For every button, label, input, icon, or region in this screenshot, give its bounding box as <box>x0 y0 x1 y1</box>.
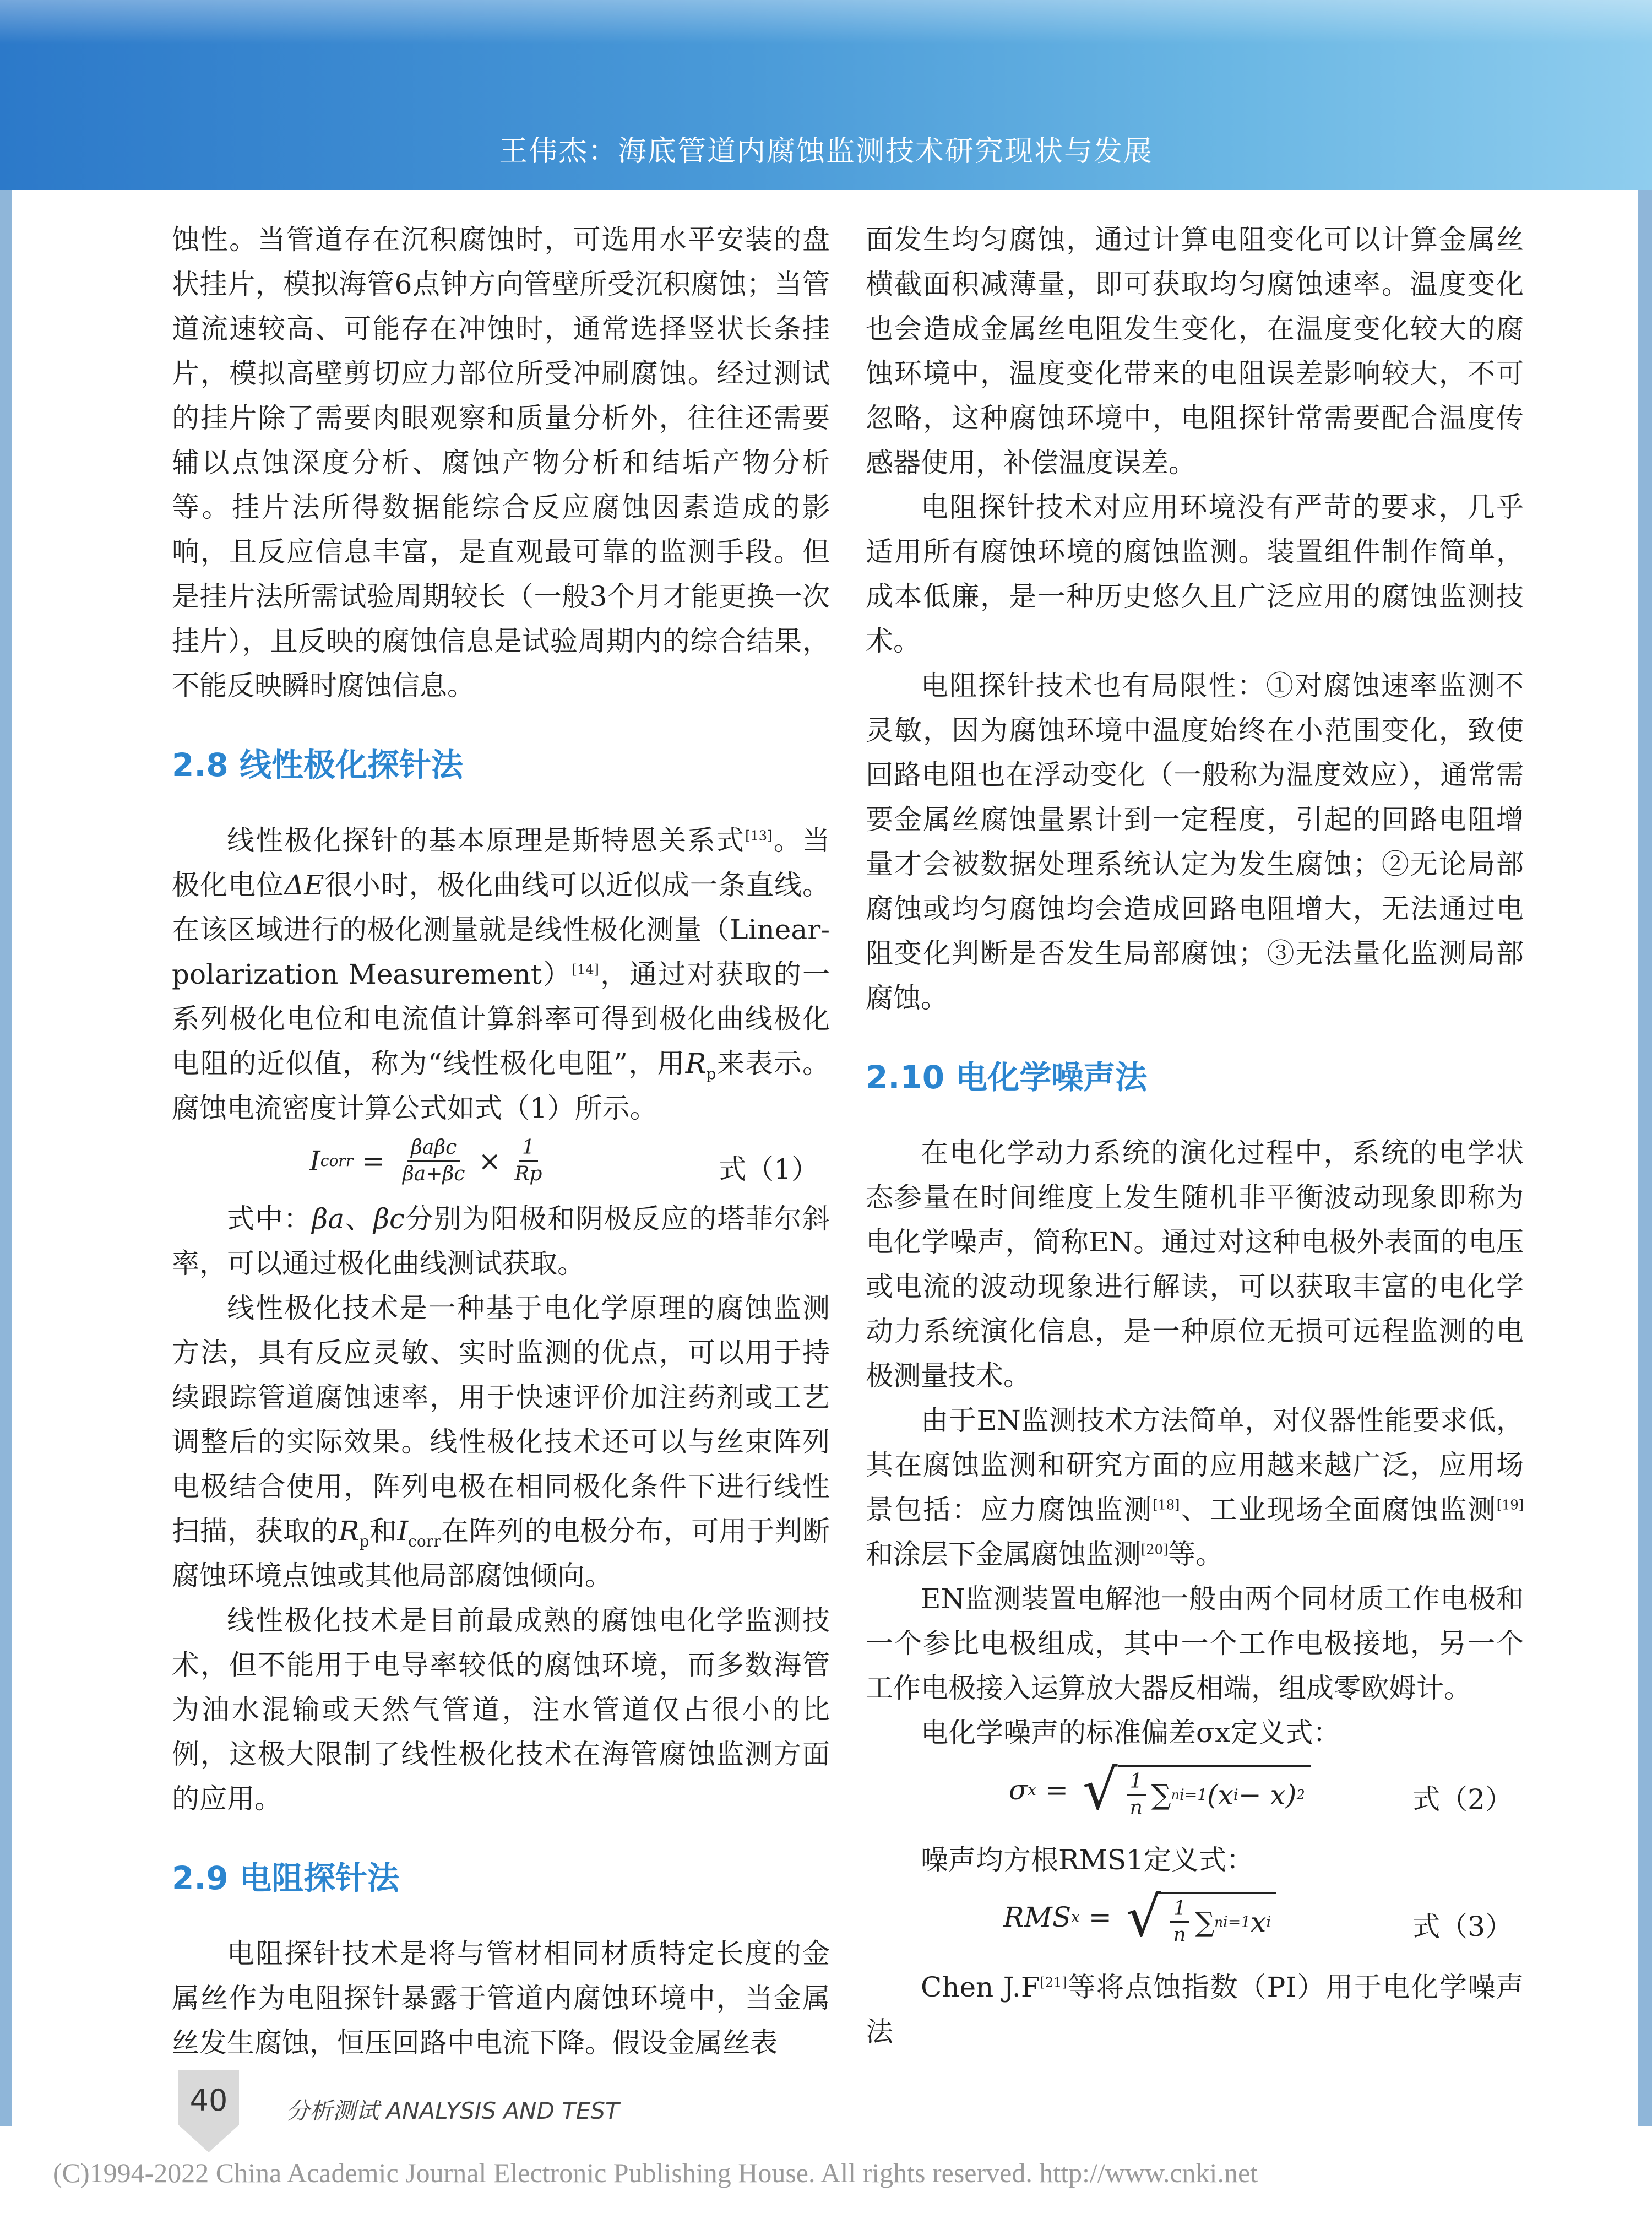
running-title: 王伟杰：海底管道内腐蚀监测技术研究现状与发展 <box>498 135 1153 168</box>
equation-3: RMS x = √ $\frac{1}{n}$ ∑ n i=1 x i 式（3） <box>1003 1885 1513 1949</box>
paragraph-en-2: 由于EN监测技术方法简单，对仪器性能要求低，其在腐蚀监测和研究方面的应用越来越广泛，应用场景包括：应力腐蚀监测[18]、工业现场全面腐蚀监测[19]和涂层下金属腐蚀监测[20]等。 <box>866 1404 1524 1570</box>
equation-1: I corr = $\frac{\text{βaβc}}{\beta a+\beta c}$ × $\frac{1}{Rp}$ 式（1） <box>172 1131 830 1197</box>
paragraph-er-continued: 面发生均匀腐蚀，通过计算电阻变化可以计算金属丝横截面积减薄量，即可获取均匀腐蚀速率。温度变化也会造成金属丝电阻发生变化，在温度变化较大的腐蚀环境中，温度变化带来的电阻误差影响较大，不可忽略，这种腐蚀环境中，电阻探针常需要配合温度传感器使用，补偿温度误差。 <box>866 224 1524 479</box>
equation-3-label: 式（3） <box>1412 1911 1513 1943</box>
equation-2: σ x = √ $\frac{1}{n}$ ∑ n i=1 (x i − x) 2 式（2） <box>1009 1757 1513 1822</box>
section-heading-2-9: 2.9 电阻探针法 <box>172 1859 399 1897</box>
header-highlight <box>0 0 1652 44</box>
section-heading-2-8: 2.8 线性极化探针法 <box>172 746 463 784</box>
citation-18[interactable]: [18] <box>1153 1497 1180 1513</box>
equation-2-label: 式（2） <box>1412 1783 1513 1815</box>
equation-1-label: 式（1） <box>719 1153 819 1185</box>
paragraph-en-5: 噪声均方根RMS1定义式： <box>921 1844 1254 1876</box>
section-heading-2-10: 2.10 电化学噪声法 <box>866 1059 1148 1096</box>
paragraph-lpr-2: 线性极化技术是一种基于电化学原理的腐蚀监测方法，具有反应灵敏、实时监测的优点，可以用于持续跟踪管道腐蚀速率，用于快速评价加注药剂或工艺调整后的实际效果。线性极化技术还可以与丝束阵列电极结合使用，阵列电极在相同极化条件下进行线性扫描，获取的$R_p$和$I_{corr}$在阵列的电极分布，可用于判断腐蚀环境点蚀或其他局部腐蚀倾向。 <box>172 1292 830 1592</box>
page-number: 40 <box>189 2083 228 2118</box>
paragraph-er-3: 电阻探针技术也有局限性：①对腐蚀速率监测不灵敏，因为腐蚀环境中温度始终在小范围变化，致使回路电阻也在浮动变化（一般称为温度效应），通常需要金属丝腐蚀量累计到一定程度，引起的回路电阻增量才会被数据处理系统认定为发生腐蚀；②无论局部腐蚀或均匀腐蚀均会造成回路电阻增大，无法通过电阻变化判断是否发生局部腐蚀；③无法量化监测局部腐蚀。 <box>866 670 1524 1014</box>
paragraph-er-1: 电阻探针技术是将与管材相同材质特定长度的金属丝作为电阻探针暴露于管道内腐蚀环境中，当金属丝发生腐蚀，恒压回路中电流下降。假设金属丝表 <box>172 1938 830 2059</box>
copyright-line: (C)1994-2022 China Academic Journal Electronic Publishing House. All rights reserved. http://www.cnki.net <box>53 2157 1258 2188</box>
paragraph-en-3: EN监测装置电解池一般由两个同材质工作电极和一个参比电极组成，其中一个工作电极接地，另一个工作电极接入运算放大器反相端，组成零欧姆计。 <box>866 1583 1524 1704</box>
left-column <box>172 218 830 2065</box>
citation-14[interactable]: [14] <box>572 962 599 978</box>
citation-13[interactable]: [13] <box>745 828 773 844</box>
citation-21[interactable]: [21] <box>1040 1975 1067 1990</box>
paragraph-lpr-1: 线性极化探针的基本原理是斯特恩关系式[13]。当极化电位ΔE很小时，极化曲线可以近似成一条直线。在该区域进行的极化测量就是线性极化测量（Linear-polarization Measurement）[14]，通过对获取的一系列极化电位和电流值计算斜率可得到极化曲线极化电阻的近似值，称为“线性极化电阻”，用$R_p$来表示。腐蚀电流密度计算公式如式（1）所示。 <box>172 824 830 1124</box>
paragraph-intro: 蚀性。当管道存在沉积腐蚀时，可选用水平安装的盘状挂片，模拟海管6点钟方向管壁所受沉积腐蚀；当管道流速较高、可能存在冲蚀时，通常选择竖状长条挂片，模拟高壁剪切应力部位所受冲刷腐蚀。经过测试的挂片除了需要肉眼观察和质量分析外，往往还需要辅以点蚀深度分析、腐蚀产物分析和结垢产物分析等。挂片法所得数据能综合反应腐蚀因素造成的影响，且反应信息丰富，是直观最可靠的监测手段。但是挂片法所需试验周期较长（一般3个月才能更换一次挂片），且反映的腐蚀信息是试验周期内的综合结果，不能反映瞬时腐蚀信息。 <box>172 224 830 702</box>
left-side-band <box>0 0 12 2126</box>
paragraph-lpr-3: 线性极化技术是目前最成熟的腐蚀电化学监测技术，但不能用于电导率较低的腐蚀环境，而多数海管为油水混输或天然气管道，注水管道仅占很小的比例，这极大限制了线性极化技术在海管腐蚀监测方面的应用。 <box>172 1604 830 1815</box>
right-column <box>866 218 1524 2054</box>
citation-20[interactable]: [20] <box>1141 1542 1169 1558</box>
paragraph-where: 式中：βa、βc分别为阳极和阴极反应的塔菲尔斜率，可以通过极化曲线测试获取。 <box>172 1203 830 1279</box>
paragraph-en-6: Chen J.F[21]等将点蚀指数（PI）用于电化学噪声法 <box>866 1971 1524 2048</box>
paragraph-en-1: 在电化学动力系统的演化过程中，系统的电学状态参量在时间维度上发生随机非平衡波动现象即称为电化学噪声，简称EN。通过对这种电极外表面的电压或电流的波动现象进行解读，可以获取丰富的电化学动力系统演化信息，是一种原位无损可远程监测的电极测量技术。 <box>866 1137 1524 1392</box>
citation-19[interactable]: [19] <box>1496 1497 1524 1513</box>
right-side-band <box>1638 0 1652 2126</box>
paragraph-er-2: 电阻探针技术对应用环境没有严苛的要求，几乎适用所有腐蚀环境的腐蚀监测。装置组件制作简单，成本低廉，是一种历史悠久且广泛应用的腐蚀监测技术。 <box>866 491 1524 657</box>
paragraph-en-4: 电化学噪声的标准偏差σx定义式： <box>921 1717 1341 1749</box>
journal-name: 分析测试 ANALYSIS AND TEST <box>286 2097 620 2124</box>
